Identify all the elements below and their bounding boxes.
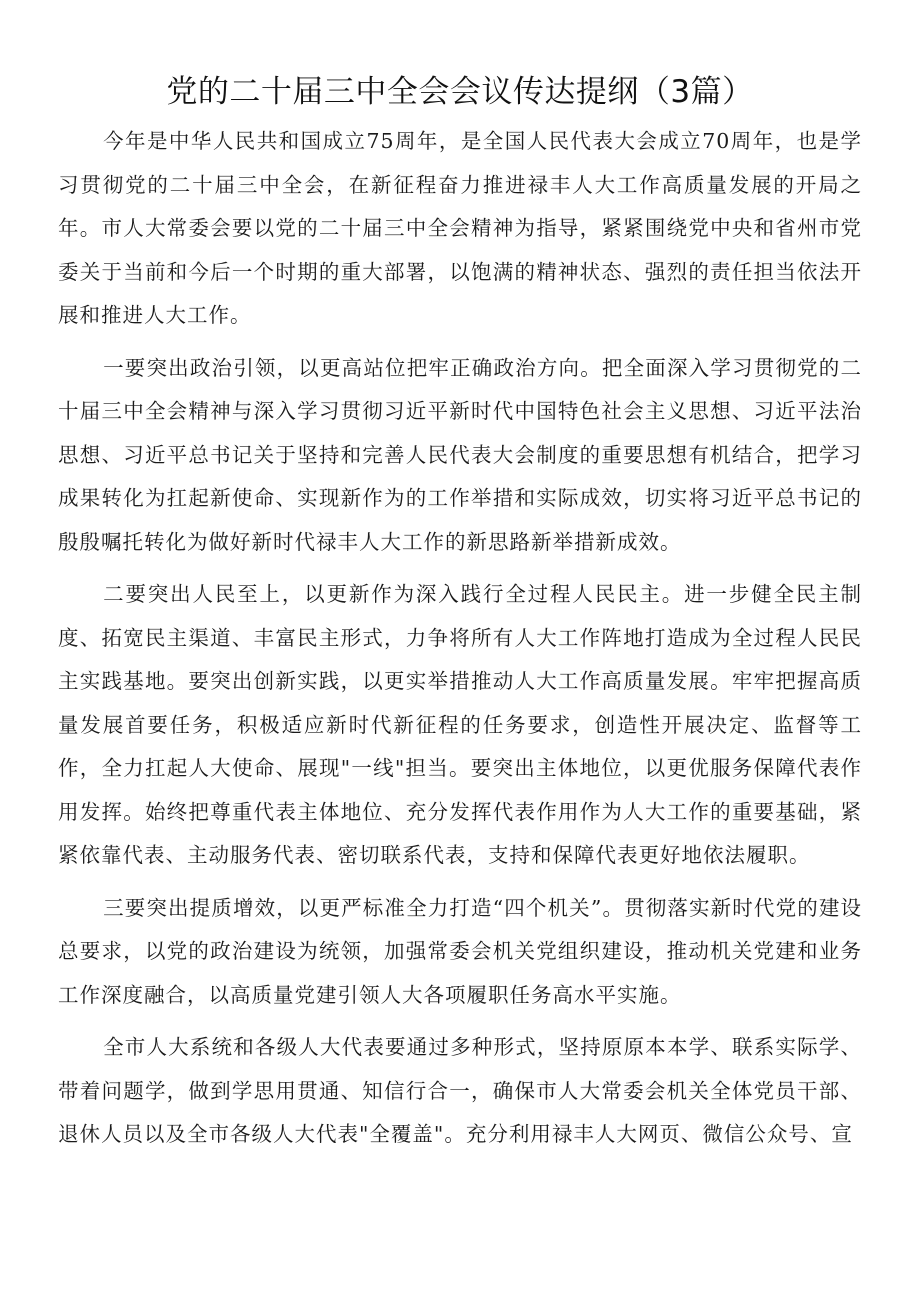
paragraph-point-one: 一要突出政治引领，以更高站位把牢正确政治方向。把全面深入学习贯彻党的二十届三中全会精神与深入学习贯彻习近平新时代中国特色社会主义思想、习近平法治思想、习近平总书记关于坚持和完善人民代表大会制度的重要思想有机结合，把学习成果转化为扛起新使命、实现新作为的工作举措和实际成效，切实将习近平总书记的殷殷嘱托转化为做好新时代禄丰人大工作的新思路新举措新成效。 (58, 355, 862, 554)
paragraph-study-requirements: 全市人大系统和各级人大代表要通过多种形式，坚持原原本本学、联系实际学、带着问题学，做到学思用贯通、知信行合一，确保市人大常委会机关全体党员干部、退休人员以及全市各级人大代表"全覆盖"。充分利用禄丰人大网页、微信公众号、宣 (58, 1035, 862, 1146)
paragraph-point-three: 三要突出提质增效，以更严标准全力打造“四个机关”。贯彻落实新时代党的建设总要求，以党的政治建设为统领，加强常委会机关党组织建设，推动机关党建和业务工作深度融合，以高质量党建引领人大各项履职任务高水平实施。 (58, 895, 862, 1007)
document-title: 党的二十届三中全会会议传达提纲（3篇） (166, 74, 754, 110)
paragraph-intro: 今年是中华人民共和国成立75周年，是全国人民代表大会成立70周年，也是学习贯彻党的二十届三中全会，在新征程奋力推进禄丰人大工作高质量发展的开局之年。市人大常委会要以党的二十届三中全会精神为指导，紧紧围绕党中央和省州市党委关于当前和今后一个时期的重大部署，以饱满的精神状态、强烈的责任担当依法开展和推进人大工作。 (58, 129, 862, 327)
paragraph-point-two: 二要突出人民至上，以更新作为深入践行全过程人民民主。进一步健全民主制度、拓宽民主渠道、丰富民主形式，力争将所有人大工作阵地打造成为全过程人民民主实践基地。要突出创新实践，以更实举措推动人大工作高质量发展。牢牢把握高质量发展首要任务，积极适应新时代新征程的任务要求，创造性开展决定、监督等工作，全力扛起人大使命、展现"一线"担当。要突出主体地位，以更优服务保障代表作用发挥。始终把尊重代表主体地位、充分发挥代表作用作为人大工作的重要基础，紧紧依靠代表、主动服务代表、密切联系代表，支持和保障代表更好地依法履职。 (58, 582, 862, 867)
